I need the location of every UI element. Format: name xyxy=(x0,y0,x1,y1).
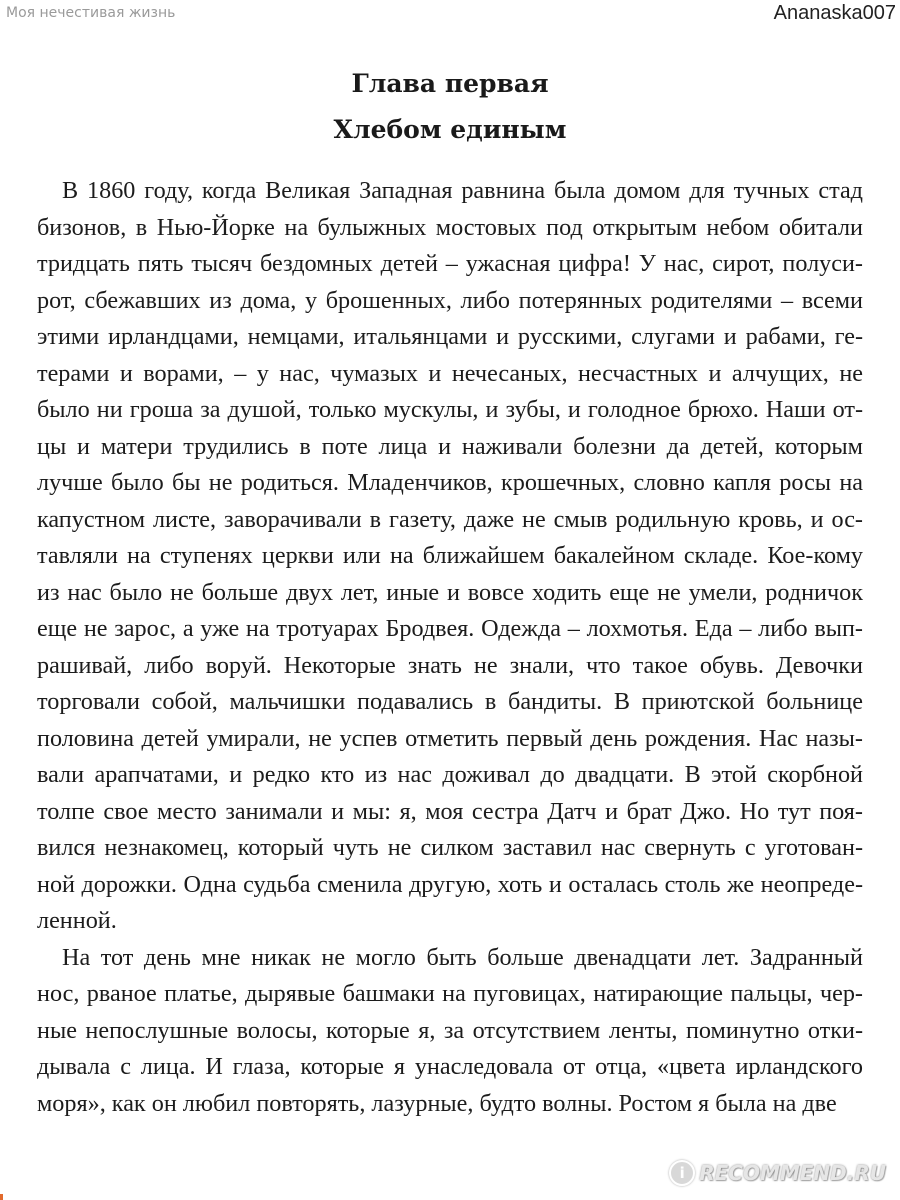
text-line: бизонов, в Нью-Йорке на булыжных мостовых под открытым небом обитали xyxy=(37,213,863,241)
text-line: тридцать пять тысяч бездомных детей – ужасная цифра! У нас, сирот, полуси- xyxy=(37,250,863,277)
text-line: рот, сбежавших из дома, у брошенных, либо потерянных родителями – всеми xyxy=(37,286,863,314)
chapter-title: Глава первая xyxy=(351,69,549,98)
text-line: ные непослушные волосы, которые я, за отсутствием ленты, поминутно отки- xyxy=(37,1016,863,1044)
running-head: Моя нечестивая жизнь xyxy=(6,5,176,21)
text-line: рашивай, либо воруй. Некоторые знать не знали, что такое обувь. Девочки xyxy=(37,651,863,679)
text-line: капустном листе, заворачивали в газету, даже не смыв родильную кровь, и ос- xyxy=(37,505,863,533)
text-line: нос, рваное платье, дырявые башмаки на пуговицах, натирающие пальцы, чер- xyxy=(37,980,863,1007)
paragraph xyxy=(37,940,863,1123)
text-line: В 1860 году, когда Великая Западная равнина была домом для тучных стад xyxy=(62,177,863,204)
corner-mark xyxy=(0,1194,3,1200)
text-line: вился незнакомец, который чуть не силком заставил нас свернуть с уготован- xyxy=(37,834,863,861)
text-line: половина детей умирали, не успев отметить первый день рождения. Нас назы- xyxy=(37,724,863,752)
paragraph xyxy=(37,173,863,940)
text-line: ленной. xyxy=(37,907,117,934)
text-line: дывала с лица. И глаза, которые я унаследовала от отца, «цвета ирландского xyxy=(37,1053,863,1080)
text-line: из нас было не больше двух лет, иные и вовсе ходить еще не умели, родничок xyxy=(37,578,863,606)
text-line: этими ирландцами, немцами, итальянцами и русскими, слугами и рабами, ге- xyxy=(37,323,863,350)
text-line: тавляли на ступенях церкви или на ближайшем бакалейном складе. Кое-кому xyxy=(37,542,863,569)
recommend-logo-icon: i xyxy=(669,1160,695,1186)
text-line: толпе свое место занимали и мы: я, моя сестра Датч и брат Джо. Но тут поя- xyxy=(37,797,863,825)
text-line: торговали собой, мальчишки подавались в бандиты. В приютской больнице xyxy=(37,688,863,715)
uploader-username: Ananaska007 xyxy=(773,2,896,24)
text-line: ной дорожки. Одна судьба сменила другую, хоть и осталась столь же неопреде- xyxy=(37,870,863,898)
text-line: цы и матери трудились в поте лица и наживали болезни да детей, которым xyxy=(37,432,863,460)
body-text xyxy=(37,173,863,1122)
text-line: На тот день мне никак не могло быть больше двенадцати лет. Задранный xyxy=(62,943,863,971)
text-line: еще не зарос, а уже на тротуарах Бродвея. Одежда – лохмотья. Еда – либо вып- xyxy=(37,615,863,642)
text-line: вали арапчатами, и редко кто из нас доживал до двадцати. В этой скорбной xyxy=(37,761,863,788)
watermark-text: RECOMMEND.RU xyxy=(699,1161,886,1185)
text-line: было ни гроша за душой, только мускулы, и зубы, и голодное брюхо. Наши от- xyxy=(37,396,863,423)
text-line: лучше было бы не родиться. Младенчиков, крошечных, словно капля росы на xyxy=(37,469,863,496)
chapter-subtitle: Хлебом единым xyxy=(333,115,567,144)
text-line: терами и ворами, – у нас, чумазых и нечесаных, несчастных и алчущих, не xyxy=(37,359,863,387)
recommend-watermark xyxy=(669,1160,886,1186)
text-line: моря», как он любил повторять, лазурные, будто волны. Ростом я была на две xyxy=(37,1089,837,1117)
